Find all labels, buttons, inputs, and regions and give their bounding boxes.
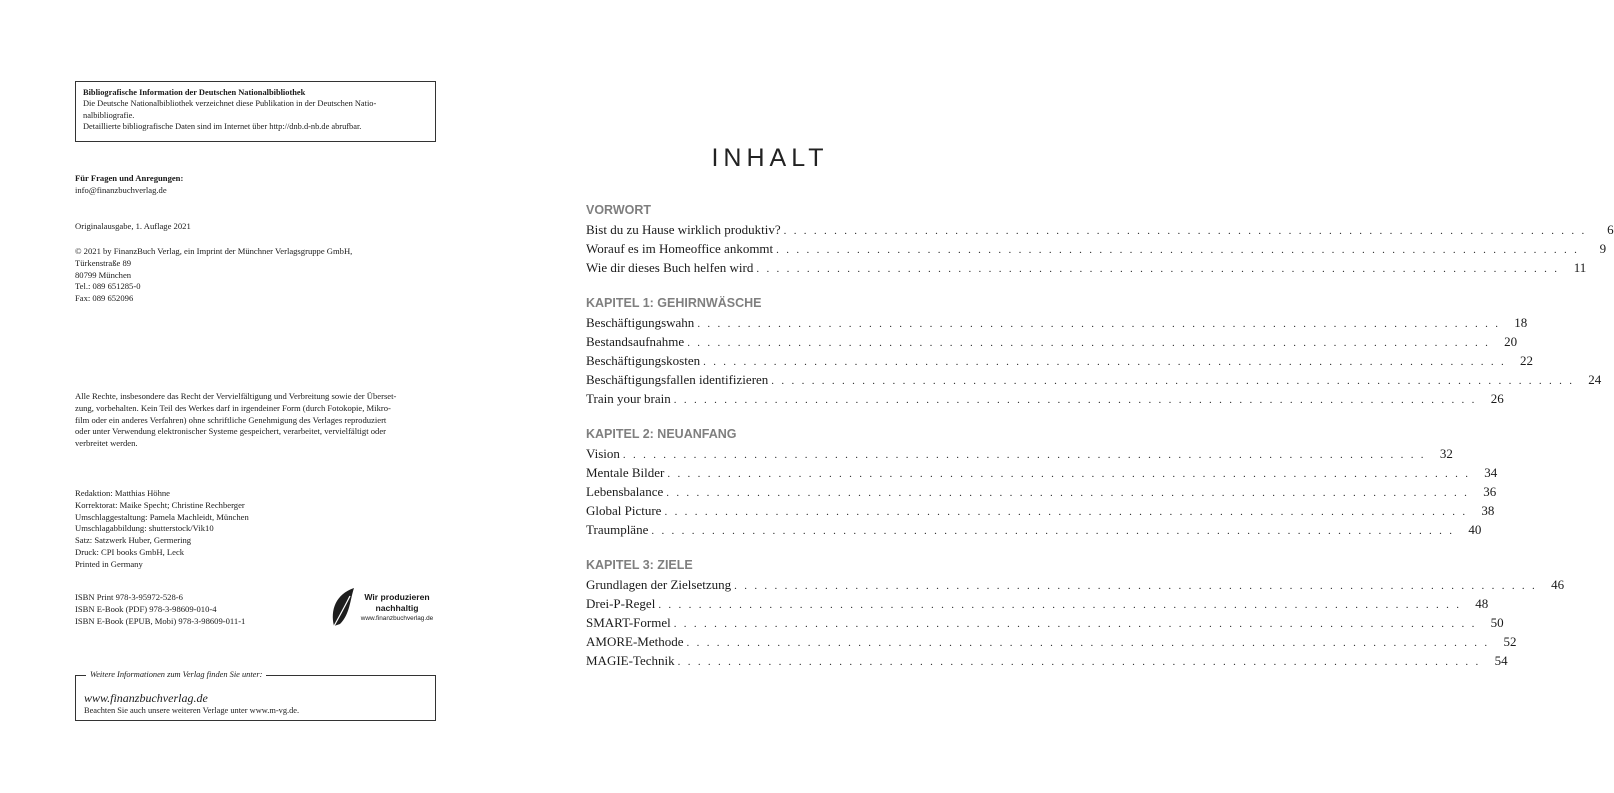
toc-entry[interactable] xyxy=(586,632,1517,651)
dot-leader: . . . . . . . . . . . . . . . . . . . . . . . . . . . . . . . . . . . . . . . . . . . . . . . . . . . . . . . . . . . . . . . . . . . . . . . . . . . . . . . . xyxy=(677,656,1481,668)
dot-leader: . . . . . . . . . . . . . . . . . . . . . . . . . . . . . . . . . . . . . . . . . . . . . . . . . . . . . . . . . . . . . . . . . . . . . . . . . . . . . . . . xyxy=(651,525,1455,537)
publisher-info-caption: Weitere Informationen zum Verlag finden Sie unter: xyxy=(86,669,266,681)
phone-number: Tel.: 089 651285-0 xyxy=(75,281,141,292)
toc-entry[interactable] xyxy=(586,332,1518,351)
toc-entry-label: Drei-P-Regel xyxy=(586,596,656,611)
toc-entry[interactable] xyxy=(586,594,1489,613)
copyright-block xyxy=(75,246,352,305)
dot-leader: . . . . . . . . . . . . . . . . . . . . . . . . . . . . . . . . . . . . . . . . . . . . . . . . . . . . . . . . . . . . . . . . . . . . . . . . . . . . . . . . xyxy=(673,618,1477,630)
toc-entry-label: Bestandsaufnahme xyxy=(586,334,685,349)
toc-entry-label: Global Picture xyxy=(586,503,662,518)
dot-leader: . . . . . . . . . . . . . . . . . . . . . . . . . . . . . . . . . . . . . . . . . . . . . . . . . . . . . . . . . . . . . . . . . . . . . . . . . . . . . . . . xyxy=(673,394,1477,406)
credit-line: Korrektorat: Maike Specht; Christine Rechberger xyxy=(75,499,245,510)
toc-chapter xyxy=(586,293,1602,408)
badge-url: www.finanzbuchverlag.de xyxy=(360,615,434,622)
rights-line: film oder ein anderes Verfahren) ohne schriftliche Genehmigung des Verlages reproduziert xyxy=(75,414,387,425)
toc-entry[interactable] xyxy=(586,501,1495,520)
toc-entry-label: Traumpläne xyxy=(586,522,649,537)
dot-leader: . . . . . . . . . . . . . . . . . . . . . . . . . . . . . . . . . . . . . . . . . . . . . . . . . . . . . . . . . . . . . . . . . . . . . . . . . . . . . . . . xyxy=(734,580,1538,592)
toc-entry-page: 40 xyxy=(1468,522,1482,537)
contact-heading: Für Fragen und Anregungen: xyxy=(75,173,184,183)
rights-line: Alle Rechte, insbesondere das Recht der Vervielfältigung und Verbreitung sowie der Überset- xyxy=(75,391,397,401)
toc-entry[interactable] xyxy=(586,444,1453,463)
contact-block xyxy=(75,173,183,197)
toc-chapter xyxy=(586,200,1614,277)
toc-entry-page: 11 xyxy=(1573,260,1587,275)
badge-line1: Wir produzieren xyxy=(364,592,430,602)
credit-line: Druck: CPI books GmbH, Leck xyxy=(75,546,185,557)
address-street: Türkenstraße 89 xyxy=(75,257,132,268)
dot-leader: . . . . . . . . . . . . . . . . . . . . . . . . . . . . . . . . . . . . . . . . . . . . . . . . . . . . . . . . . . . . . . . . . . . . . . . . . . . . . . . . xyxy=(697,318,1501,330)
publisher-note: Beachten Sie auch unsere weiteren Verlage unter www.m-vg.de. xyxy=(84,706,300,715)
dot-leader: . . . . . . . . . . . . . . . . . . . . . . . . . . . . . . . . . . . . . . . . . . . . . . . . . . . . . . . . . . . . . . . . . . . . . . . . . . . . . . . . xyxy=(703,356,1507,368)
toc-entry-page: 26 xyxy=(1490,391,1504,406)
page-title: INHALT xyxy=(711,144,829,172)
toc-entry-label: Wie dir dieses Buch helfen wird xyxy=(586,260,754,275)
toc-entry-label: Lebensbalance xyxy=(586,484,664,499)
toc-entry-label: AMORE-Methode xyxy=(586,634,684,649)
isbn-pdf: ISBN E-Book (PDF) 978-3-98609-010-4 xyxy=(75,603,217,614)
copyright-line: © 2021 by FinanzBuch Verlag, ein Imprint der Münchner Verlagsgruppe GmbH, xyxy=(75,246,353,256)
bibliographic-info-line: nalbibliografie. xyxy=(83,110,135,120)
credits-block xyxy=(75,488,249,571)
toc-entry-page: 50 xyxy=(1490,615,1504,630)
isbn-epub: ISBN E-Book (EPUB, Mobi) 978-3-98609-011-1 xyxy=(75,615,246,626)
toc-entry-page: 34 xyxy=(1484,465,1498,480)
dot-leader: . . . . . . . . . . . . . . . . . . . . . . . . . . . . . . . . . . . . . . . . . . . . . . . . . . . . . . . . . . . . . . . . . . . . . . . . . . . . . . . . xyxy=(783,225,1587,237)
toc-entry-page: 54 xyxy=(1494,653,1508,668)
rights-line: zung, vorbehalten. Kein Teil des Werkes darf in irgendeiner Form (durch Fotokopie, Mikro- xyxy=(75,402,391,413)
credit-line: Printed in Germany xyxy=(75,558,143,569)
publisher-info-box xyxy=(75,670,436,721)
dot-leader: . . . . . . . . . . . . . . . . . . . . . . . . . . . . . . . . . . . . . . . . . . . . . . . . . . . . . . . . . . . . . . . . . . . . . . . . . . . . . . . . xyxy=(756,263,1560,275)
toc-entry-label: Worauf es im Homeoffice ankommt xyxy=(586,241,774,256)
toc-entry-page: 24 xyxy=(1588,372,1602,387)
bibliographic-info-line: Die Deutsche Nationalbibliothek verzeichnet diese Publikation in der Deutschen Natio- xyxy=(83,99,377,109)
bibliographic-info-title: Bibliografische Information der Deutschen Nationalbibliothek xyxy=(83,88,306,97)
toc-chapter xyxy=(586,424,1498,539)
toc-entry-page: 46 xyxy=(1551,577,1565,592)
credit-line: Redaktion: Matthias Höhne xyxy=(75,488,170,498)
dot-leader: . . . . . . . . . . . . . . . . . . . . . . . . . . . . . . . . . . . . . . . . . . . . . . . . . . . . . . . . . . . . . . . . . . . . . . . . . . . . . . . . xyxy=(776,244,1580,256)
dot-leader: . . . . . . . . . . . . . . . . . . . . . . . . . . . . . . . . . . . . . . . . . . . . . . . . . . . . . . . . . . . . . . . . . . . . . . . . . . . . . . . . xyxy=(686,637,1490,649)
contact-email: info@finanzbuchverlag.de xyxy=(75,184,167,195)
toc-entry-page: 48 xyxy=(1475,596,1489,611)
toc-entry-label: MAGIE-Technik xyxy=(586,653,675,668)
edition-note xyxy=(75,221,191,233)
chapter-heading: KAPITEL 3: ZIELE xyxy=(586,558,693,572)
toc-entry-label: Beschäftigungskosten xyxy=(586,353,701,368)
rights-line: verbreitet werden. xyxy=(75,438,138,449)
toc-entry-page: 22 xyxy=(1520,353,1534,368)
bibliographic-info-box xyxy=(75,81,436,142)
dot-leader: . . . . . . . . . . . . . . . . . . . . . . . . . . . . . . . . . . . . . . . . . . . . . . . . . . . . . . . . . . . . . . . . . . . . . . . . . . . . . . . . xyxy=(658,599,1462,611)
chapter-heading: KAPITEL 2: NEUANFANG xyxy=(586,427,737,441)
toc-entry[interactable] xyxy=(586,313,1528,332)
toc-entry[interactable] xyxy=(586,520,1482,539)
dot-leader: . . . . . . . . . . . . . . . . . . . . . . . . . . . . . . . . . . . . . . . . . . . . . . . . . . . . . . . . . . . . . . . . . . . . . . . . . . . . . . . . xyxy=(666,487,1470,499)
toc-entry-page: 36 xyxy=(1483,484,1497,499)
toc-entry[interactable] xyxy=(586,370,1602,389)
toc-entry-label: Vision xyxy=(586,446,620,461)
isbn-print: ISBN Print 978-3-95972-528-6 xyxy=(75,592,183,602)
publisher-url-link[interactable]: www.finanzbuchverlag.de xyxy=(84,691,208,705)
toc-chapter xyxy=(586,555,1565,670)
rights-notice xyxy=(75,391,437,450)
toc-entry-page: 32 xyxy=(1439,446,1453,461)
toc-entry[interactable] xyxy=(586,389,1504,408)
credit-line: Umschlaggestaltung: Pamela Machleidt, München xyxy=(75,511,249,522)
toc-entry-label: SMART-Formel xyxy=(586,615,671,630)
toc-entry[interactable] xyxy=(586,351,1534,370)
table-of-contents xyxy=(586,200,1614,686)
toc-entry-page: 38 xyxy=(1481,503,1495,518)
toc-entry[interactable] xyxy=(586,482,1497,501)
fax-number: Fax: 089 652096 xyxy=(75,293,134,304)
toc-entry-label: Bist du zu Hause wirklich produktiv? xyxy=(586,222,781,237)
badge-line2: nachhaltig xyxy=(375,603,419,613)
dot-leader: . . . . . . . . . . . . . . . . . . . . . . . . . . . . . . . . . . . . . . . . . . . . . . . . . . . . . . . . . . . . . . . . . . . . . . . . . . . . . . . . xyxy=(687,337,1491,349)
toc-entry-page: 18 xyxy=(1514,315,1528,330)
edition-text: Originalausgabe, 1. Auflage 2021 xyxy=(75,221,191,231)
toc-entry-page: 52 xyxy=(1503,634,1517,649)
toc-entry[interactable] xyxy=(586,613,1504,632)
isbn-block xyxy=(75,592,245,627)
toc-entry-label: Beschäftigungswahn xyxy=(586,315,695,330)
toc-entry-page: 20 xyxy=(1504,334,1518,349)
credit-line: Satz: Satzwerk Huber, Germering xyxy=(75,535,192,546)
toc-entry-label: Beschäftigungsfallen identifizieren xyxy=(586,372,769,387)
toc-entry[interactable] xyxy=(586,651,1508,670)
address-city: 80799 München xyxy=(75,269,132,280)
toc-entry[interactable] xyxy=(586,463,1498,482)
rights-line: oder unter Verwendung elektronischer Systeme gespeichert, verarbeitet, vervielfältigt oder xyxy=(75,426,387,437)
chapter-heading: VORWORT xyxy=(586,203,652,217)
toc-entry[interactable] xyxy=(586,239,1607,258)
bibliographic-info-line: Detaillierte bibliografische Daten sind im Internet über http://dnb.d-nb.de abrufbar. xyxy=(83,122,362,132)
credit-line: Umschlagabbildung: shutterstock/Vik10 xyxy=(75,523,214,534)
dot-leader: . . . . . . . . . . . . . . . . . . . . . . . . . . . . . . . . . . . . . . . . . . . . . . . . . . . . . . . . . . . . . . . . . . . . . . . . . . . . . . . . xyxy=(622,449,1426,461)
dot-leader: . . . . . . . . . . . . . . . . . . . . . . . . . . . . . . . . . . . . . . . . . . . . . . . . . . . . . . . . . . . . . . . . . . . . . . . . . . . . . . . . xyxy=(664,506,1468,518)
toc-entry-label: Mentale Bilder xyxy=(586,465,665,480)
dot-leader: . . . . . . . . . . . . . . . . . . . . . . . . . . . . . . . . . . . . . . . . . . . . . . . . . . . . . . . . . . . . . . . . . . . . . . . . . . . . . . . . xyxy=(771,375,1575,387)
toc-entry-label: Train your brain xyxy=(586,391,671,406)
toc-entry[interactable] xyxy=(586,220,1614,239)
dot-leader: . . . . . . . . . . . . . . . . . . . . . . . . . . . . . . . . . . . . . . . . . . . . . . . . . . . . . . . . . . . . . . . . . . . . . . . . . . . . . . . . xyxy=(667,468,1471,480)
toc-entry-page: 6 xyxy=(1607,222,1614,237)
chapter-heading: KAPITEL 1: GEHIRNWÄSCHE xyxy=(586,296,762,310)
toc-entry[interactable] xyxy=(586,258,1587,277)
toc-entry[interactable] xyxy=(586,575,1565,594)
toc-entry-page: 9 xyxy=(1599,241,1607,256)
toc-entry-label: Grundlagen der Zielsetzung xyxy=(586,577,732,592)
sustainability-badge xyxy=(328,586,438,630)
